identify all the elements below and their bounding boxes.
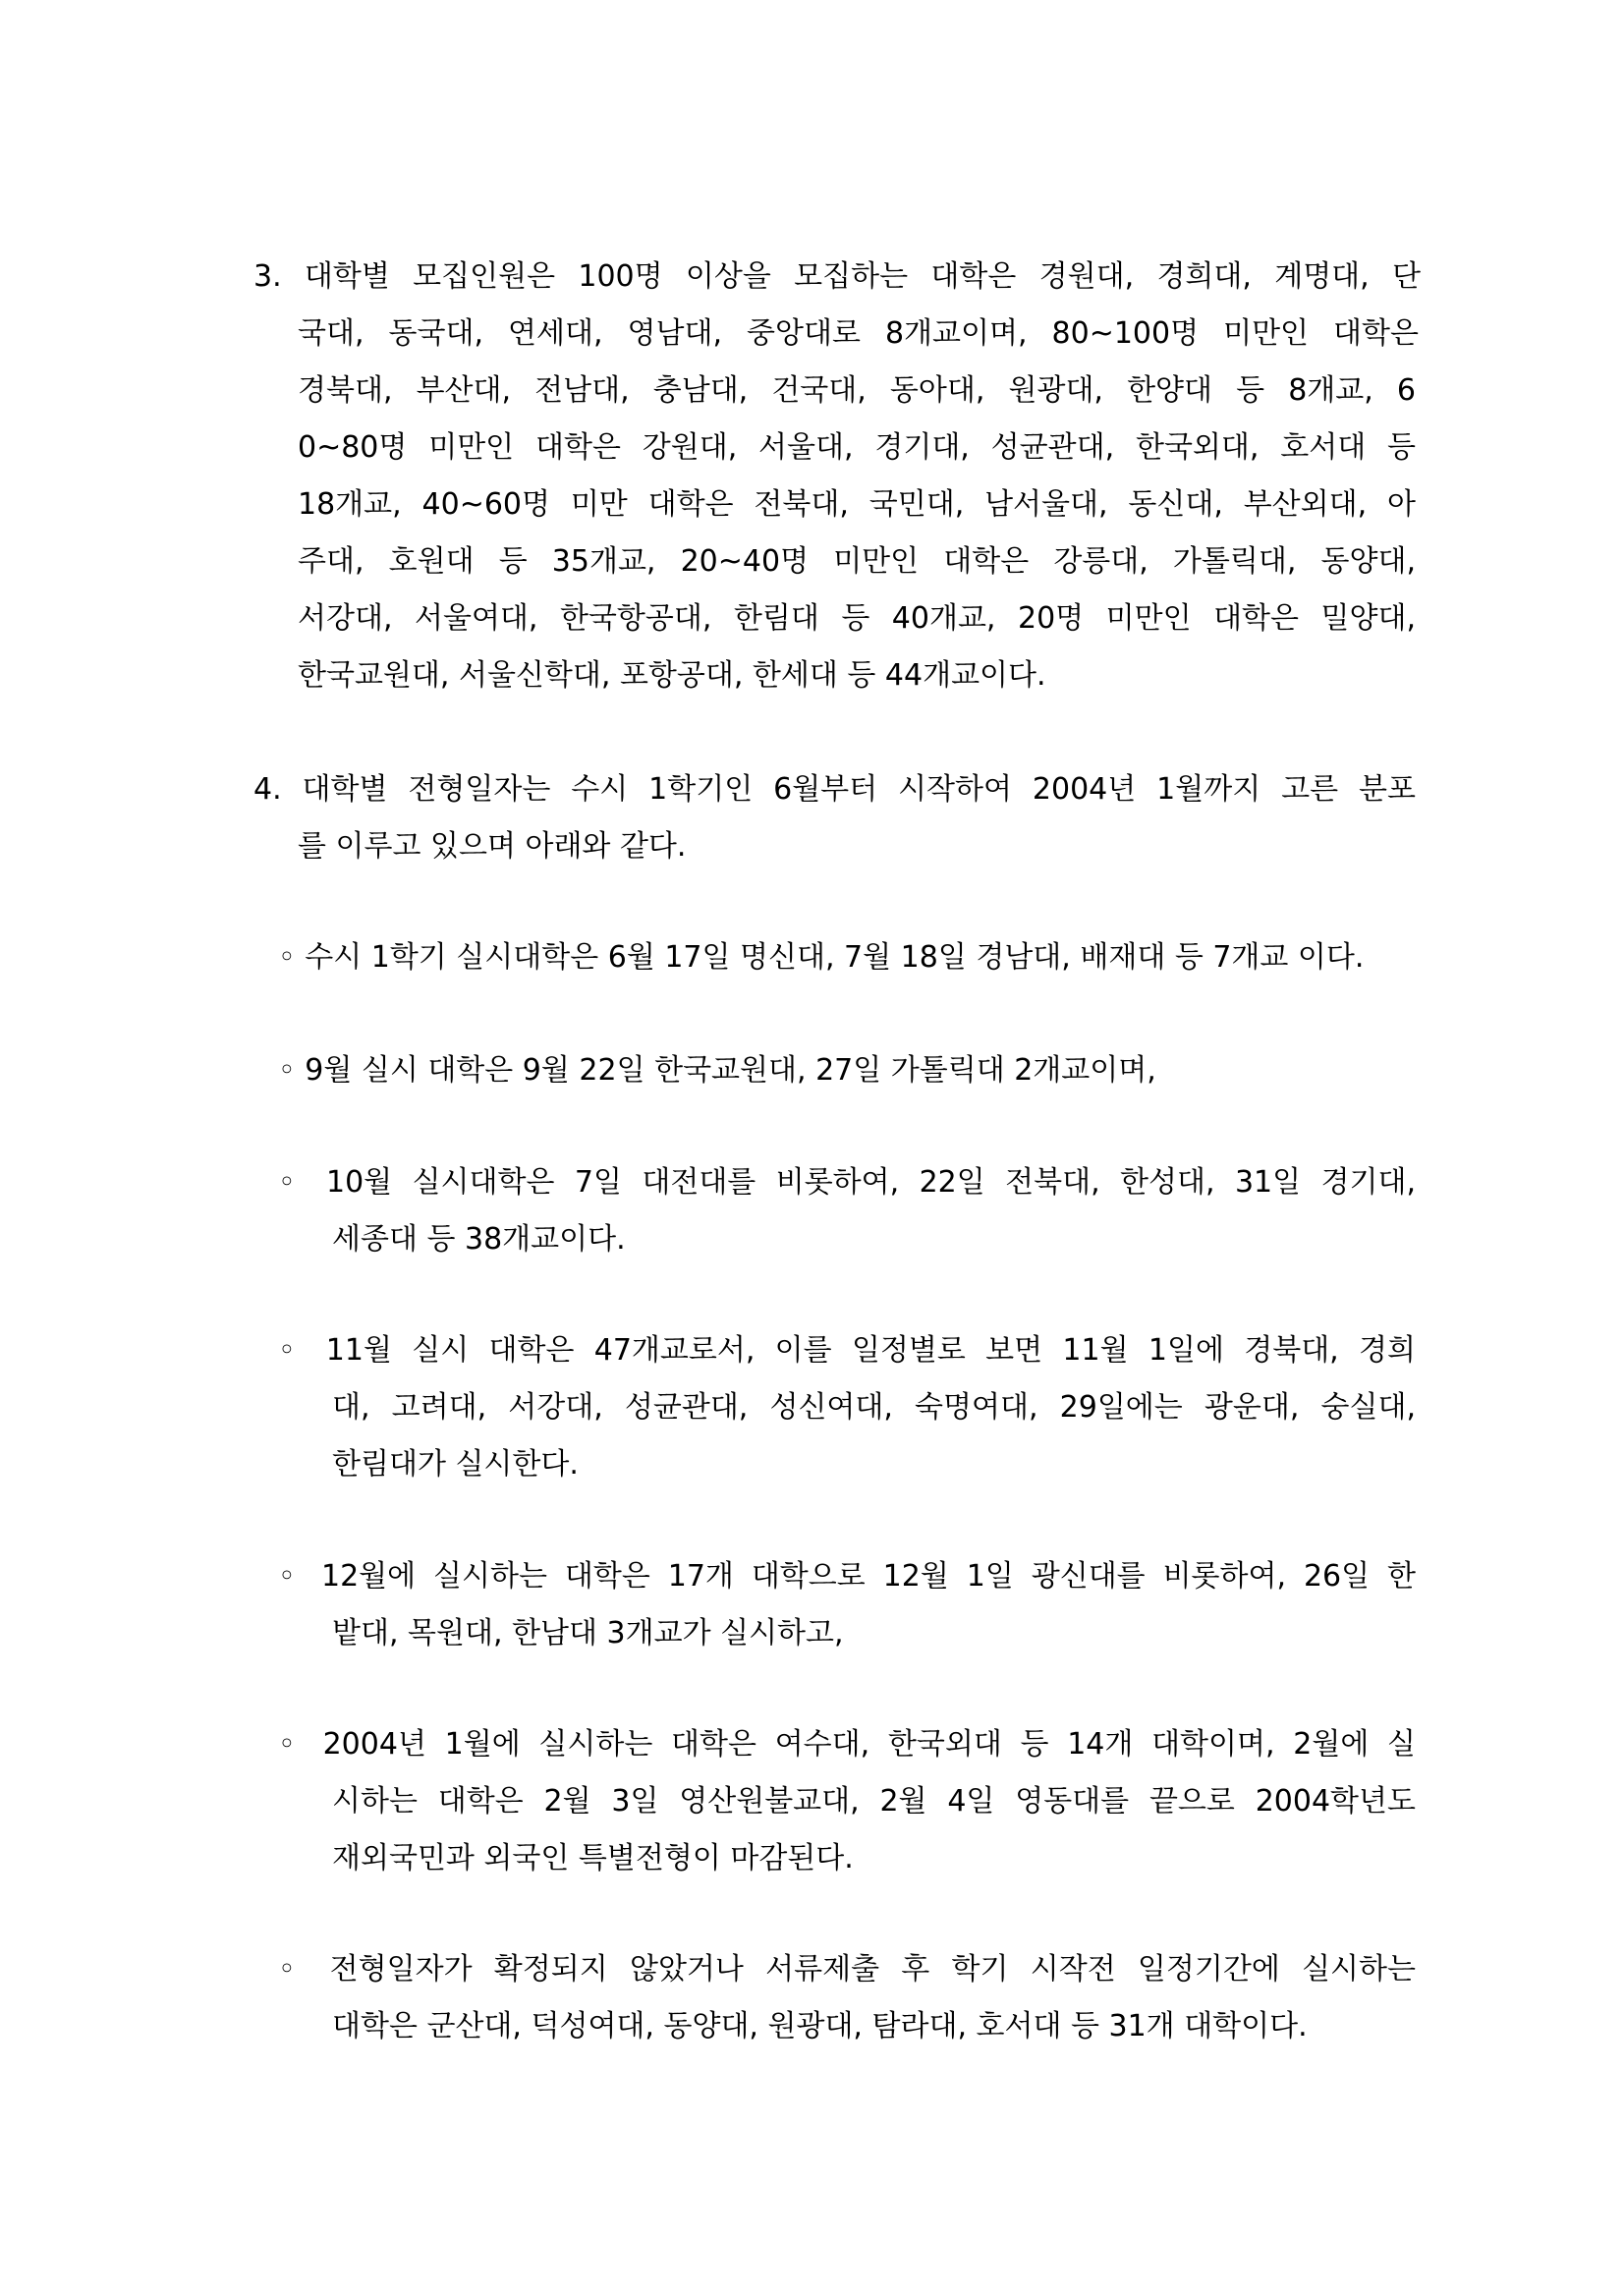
section-3-line: 18개교, 40~60명 미만 대학은 전북대, 국민대, 남서울대, 동신대, 부산외대, 아 (298, 487, 1416, 522)
section-3-line: 한국교원대, 서울신학대, 포항공대, 한세대 등 44개교이다. (298, 658, 1046, 693)
bullet-line: ◦ 11월 실시 대학은 47개교로서, 이를 일정별로 보면 11월 1일에 경북대, 경희 (278, 1333, 1416, 1368)
bullet-line: ◦ 전형일자가 확정되지 않았거나 서류제출 후 학기 시작전 일정기간에 실시하는 (278, 1952, 1416, 1987)
bullet-line: ◦ 9월 실시 대학은 9월 22일 한국교원대, 27일 가톨릭대 2개교이며, (278, 1053, 1156, 1088)
bullet-line: ◦ 2004년 1월에 실시하는 대학은 여수대, 한국외대 등 14개 대학이며, 2월에 실 (278, 1727, 1416, 1762)
bullet-line: 시하는 대학은 2월 3일 영산원불교대, 2월 4일 영동대를 끝으로 2004학년도 (332, 1784, 1416, 1819)
section-3-line: 0~80명 미만인 대학은 강원대, 서울대, 경기대, 성균관대, 한국외대, 호서대 등 (298, 430, 1416, 465)
bullet-line: 한림대가 실시한다. (332, 1447, 579, 1482)
section-3-line: 국대, 동국대, 연세대, 영남대, 중앙대로 8개교이며, 80~100명 미만인 대학은 (298, 316, 1419, 351)
bullet-line: 밭대, 목원대, 한남대 3개교가 실시하고, (332, 1616, 844, 1651)
bullet-line: ◦ 수시 1학기 실시대학은 6월 17일 명신대, 7월 18일 경남대, 배재대 등 7개교 이다. (278, 940, 1365, 975)
bullet-line: 대학은 군산대, 덕성여대, 동양대, 원광대, 탐라대, 호서대 등 31개 대학이다. (332, 2009, 1308, 2043)
bullet-line: 대, 고려대, 서강대, 성균관대, 성신여대, 숙명여대, 29일에는 광운대, 숭실대, (332, 1390, 1416, 1425)
section-4-line: 를 이루고 있으며 아래와 같다. (298, 829, 687, 864)
section-3-line: 경북대, 부산대, 전남대, 충남대, 건국대, 동아대, 원광대, 한양대 등 8개교, 6 (298, 373, 1416, 408)
bullet-line: ◦ 10월 실시대학은 7일 대전대를 비롯하여, 22일 전북대, 한성대, 31일 경기대, (278, 1165, 1416, 1200)
bullet-line: 세종대 등 38개교이다. (332, 1222, 626, 1257)
section-3-line: 주대, 호원대 등 35개교, 20~40명 미만인 대학은 강릉대, 가톨릭대, 동양대, (298, 544, 1416, 579)
bullet-line: ◦ 12월에 실시하는 대학은 17개 대학으로 12월 1일 광신대를 비롯하여, 26일 한 (278, 1559, 1416, 1594)
section-4-line: 4. 대학별 전형일자는 수시 1학기인 6월부터 시작하여 2004년 1월까지 고른 분포 (253, 772, 1416, 807)
bullet-line: 재외국민과 외국인 특별전형이 마감된다. (332, 1841, 854, 1875)
section-3-line: 3. 대학별 모집인원은 100명 이상을 모집하는 대학은 경원대, 경희대, 계명대, 단 (253, 259, 1421, 294)
section-3-line: 서강대, 서울여대, 한국항공대, 한림대 등 40개교, 20명 미만인 대학은 밀양대, (298, 601, 1416, 636)
